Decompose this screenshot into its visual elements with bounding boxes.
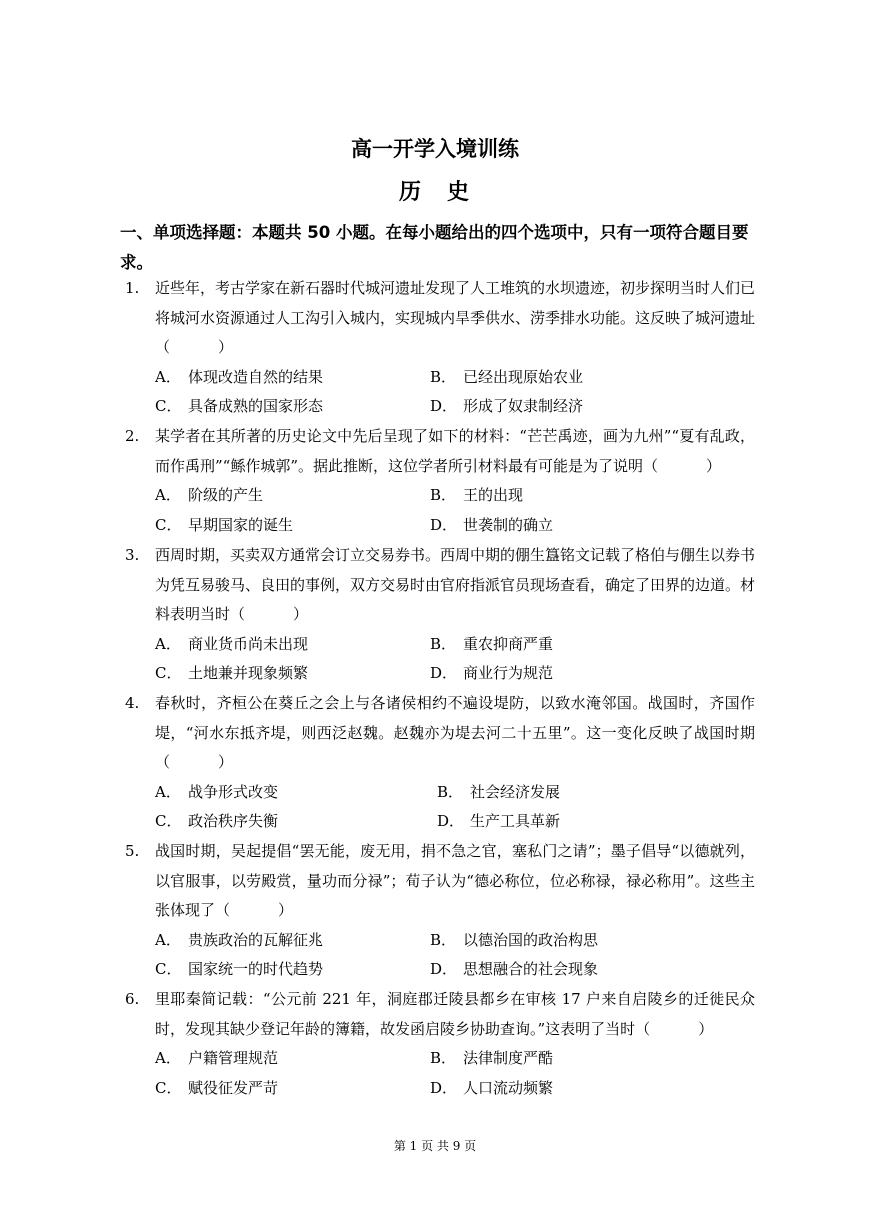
question-3 [125, 541, 755, 689]
option-a: A． 贵族政治的瓦解征兆 [155, 930, 324, 949]
option-d: D． 思想融合的社会现象 [430, 960, 599, 979]
option-list [155, 630, 755, 689]
question-stem: 春秋时，齐桓公在葵丘之会上与各诸侯相约不遍设堤防，以致水淹邻国。战国时，齐国作堤，“河水东抵齐堤，则西泛赵魏。赵魏亦为堤去河二十五里”。这一变化反映了战国时期（ ） [155, 694, 755, 772]
option-c: C． 赋役征发严苛 [155, 1078, 279, 1097]
question-number: 4. [125, 694, 140, 712]
question-2 [125, 422, 755, 540]
subject-title: 历 史 [398, 180, 471, 205]
option-a: A． 战争形式改变 [155, 782, 279, 801]
option-d: D． 生产工具革新 [437, 812, 561, 831]
question-6 [125, 985, 755, 1103]
option-b: B． 以德治国的政治构思 [430, 930, 599, 949]
question-1 [125, 274, 755, 422]
question-stem: 近些年，考古学家在新石器时代城河遗址发现了人工堆筑的水坝遗迹，初步探明当时人们已将城河水资源通过人工沟引入城内，实现城内旱季供水、涝季排水功能。这反映了城河遗址（ ） [155, 279, 756, 357]
option-list [155, 363, 755, 422]
question-stem: 西周时期，买卖双方通常会订立交易券书。西周中期的倗生簋铭文记载了格伯与倗生以券书为凭互易骏马、良田的事例，双方交易时由官府指派官员现场查看，确定了田界的边道。材料表明当时（ ） [155, 546, 756, 624]
question-4 [125, 689, 755, 837]
question-stem: 里耶秦简记载：“公元前 221 年，洞庭郡迁陵县都乡在审核 17 户来自启陵乡的迁徙民众时，发现其缺少登记年龄的簿籍，故发函启陵乡协助查询。”这表明了当时（ ） [155, 990, 755, 1038]
question-number: 1. [125, 279, 140, 297]
section-heading: 一、单项选择题：本题共 50 小题。在每小题给出的四个选项中，只有一项符合题目要求。 [120, 223, 749, 272]
option-d: D． 商业行为规范 [430, 664, 554, 683]
option-c: C． 土地兼并现象频繁 [155, 664, 309, 683]
question-number: 2. [125, 427, 140, 445]
option-b: B． 社会经济发展 [437, 782, 561, 801]
option-b: B． 王的出现 [430, 486, 524, 505]
option-list [155, 926, 755, 985]
option-a: A． 户籍管理规范 [155, 1049, 279, 1068]
option-c: C． 具备成熟的国家形态 [155, 397, 324, 416]
question-stem: 战国时期，吴起提倡“罢无能，废无用，捐不急之官，塞私门之请”；墨子倡导“以德就列，以官服事，以劳殿赏，量功而分禄”；荀子认为“德必称位，位必称禄，禄必称用”。这些主张体现了（ ） [155, 842, 755, 920]
option-a: A． 体现改造自然的结果 [155, 367, 324, 386]
option-list [155, 1044, 755, 1103]
question-number: 5. [125, 842, 140, 860]
option-c: C． 政治秩序失衡 [155, 812, 279, 831]
option-b: B． 法律制度严酷 [430, 1049, 554, 1068]
option-b: B． 重农抑商严重 [430, 634, 554, 653]
option-list [155, 778, 755, 837]
option-a: A． 阶级的产生 [155, 486, 264, 505]
option-a: A． 商业货币尚未出现 [155, 634, 309, 653]
page-footer: 第 1 页 共 9 页 [393, 1139, 477, 1153]
option-list [155, 481, 755, 540]
option-b: B． 已经出现原始农业 [430, 367, 584, 386]
option-d: D． 人口流动频繁 [430, 1078, 554, 1097]
option-c: C． 早期国家的诞生 [155, 515, 294, 534]
option-d: D． 形成了奴隶制经济 [430, 397, 584, 416]
question-number: 6. [125, 990, 140, 1008]
question-number: 3. [125, 546, 140, 564]
question-stem: 某学者在其所著的历史论文中先后呈现了如下的材料：“芒芒禹迹，画为九州”“夏有乱政，而作禹刑”“鲧作城郭”。据此推断，这位学者所引材料最有可能是为了说明（ ） [155, 427, 755, 475]
question-5 [125, 837, 755, 985]
option-c: C． 国家统一的时代趋势 [155, 960, 324, 979]
exam-title: 高一开学入境训练 [351, 137, 519, 161]
option-d: D． 世袭制的确立 [430, 515, 554, 534]
